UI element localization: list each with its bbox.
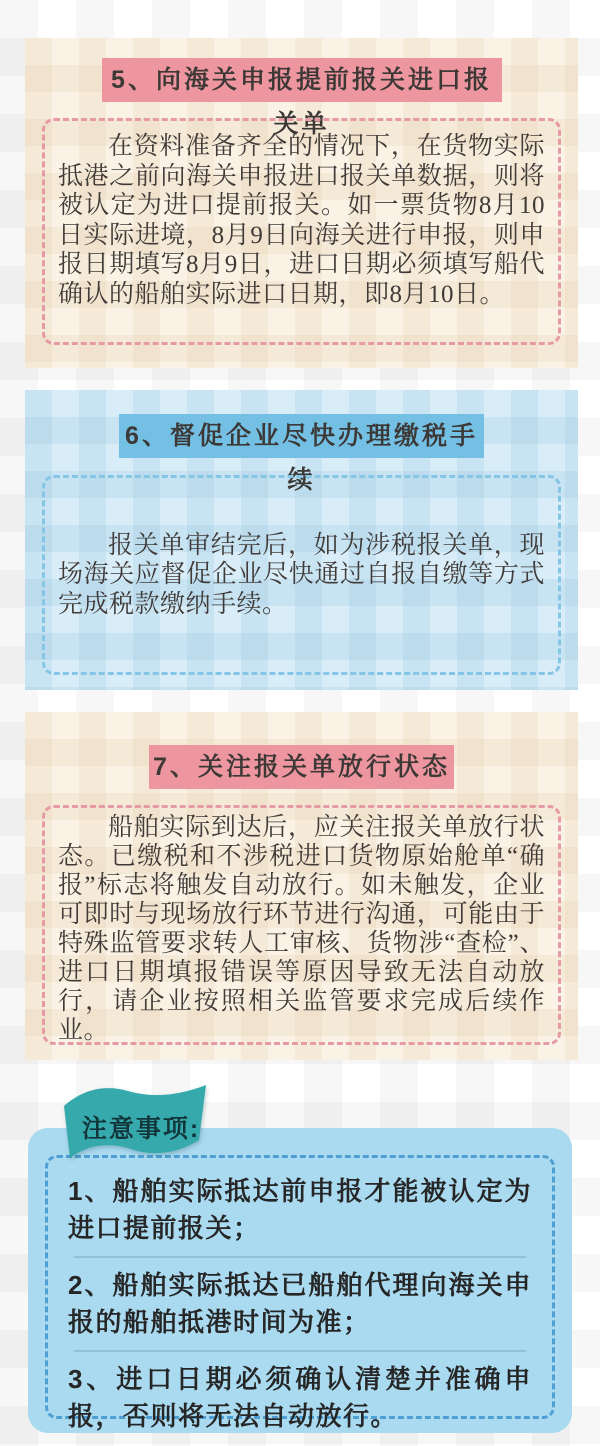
section-7-card [25,712,578,1060]
notes-ribbon [56,1082,214,1164]
section-6-card [25,390,578,690]
section-6-title-banner: 6、督促企业尽快办理缴税手续 [119,414,484,458]
note-item-2: 2、船舶实际抵达已船舶代理向海关申报的船舶抵港时间为准； [68,1270,532,1337]
section-7-paragraph: 船舶实际到达后，应关注报关单放行状态。已缴税和不涉税进口货物原始舱单“确报”标志将触发自动放行。如未触发，企业可即时与现场放行环节进行沟通，可能由于特殊监管要求转人工审核、货物涉“查检”、进口日期填报错误等原因导致无法自动放行，请企业按照相关监管要求完成后续作业。 [58,814,545,1044]
section-5-paragraph: 在资料准备齐全的情况下，在货物实际抵港之前向海关申报进口报关单数据，则将被认定为进口提前报关。如一票货物8月10日实际进境，8月9日向海关进行申报，则申报日期填写8月9日，进口日期必须填写船代确认的船舶实际进口日期，即8月10日。 [58,133,545,308]
notes-ribbon-label: 注意事项: [81,1115,201,1143]
section-6-paragraph: 报关单审结完后，如为涉税报关单，现场海关应督促企业尽快通过自报自缴等方式完成税款缴纳手续。 [58,531,545,618]
section-5-card [25,38,578,368]
note-item-3: 3、进口日期必须确认清楚并准确申报，否则将无法自动放行。 [68,1364,532,1431]
section-5-text-box [42,118,561,345]
section-5-title-banner: 5、向海关申报提前报关进口报关单 [102,58,502,102]
notes-box [28,1128,572,1433]
section-7-title-banner: 7、关注报关单放行状态 [149,745,454,789]
notes-dashed-border [45,1155,555,1431]
section-6-text-box [42,475,561,675]
note-item-1: 1、船舶实际抵达前申报才能被认定为进口提前报关； [68,1176,532,1243]
section-7-text-box [42,805,561,1045]
